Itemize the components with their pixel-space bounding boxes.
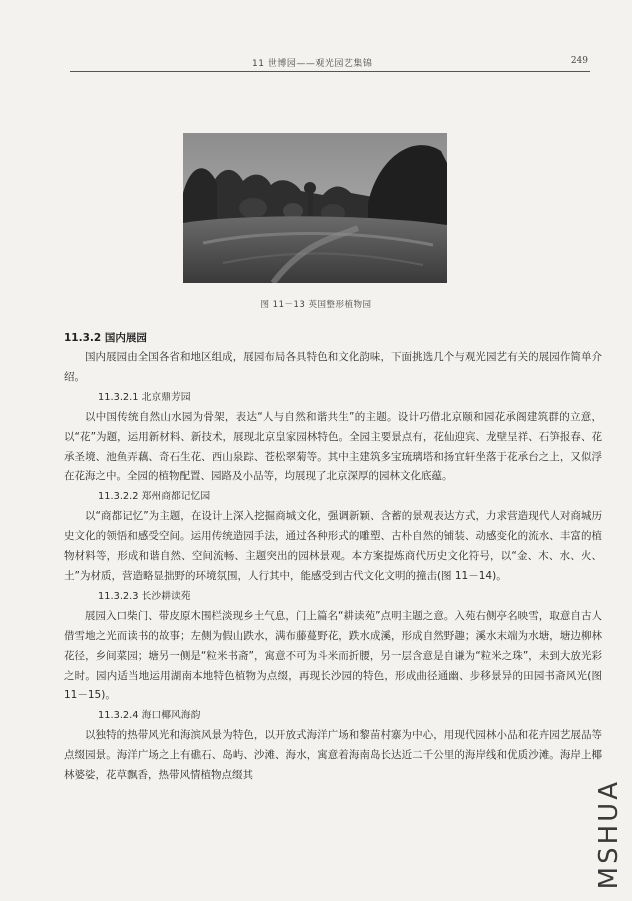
garden-photo-image — [183, 133, 447, 283]
section-heading: 11.3.2 国内展园 — [64, 332, 147, 344]
subsection-paragraph: 以独特的热带风光和海滨风景为特色，以开放式海洋广场和黎苗村寨为中心，用现代园林小品和花卉园艺展品等点缀园景。海洋广场之上有礁石、岛屿、沙滩、海水，寓意着海南岛长达近二千公里的海岸线和优质沙滩。海岸上椰林婆娑，花草飘香，热带风情植物点缀其 — [64, 729, 602, 782]
intro-paragraph: 国内展园由全国各省和地区组成，展园布局各具特色和文化韵味，下面挑选几个与观光园艺有关的展园作简单介绍。 — [64, 351, 602, 383]
figure-photo — [183, 133, 447, 283]
subsection-heading: 11.3.2.2 郑州商都记忆园 — [98, 491, 211, 503]
page-number: 249 — [570, 56, 588, 66]
subsection-heading: 11.3.2.1 北京鼎芳园 — [98, 391, 191, 403]
subsection-paragraph: 以“商都记忆”为主题，在设计上深入挖掘商城文化，强调新颖、含蓄的景观表达方式，力求营造现代人对商城历史文化的领悟和感受空间。运用传统造园手法，通过各种形式的雕塑、古朴自然的铺装、动感变化的流水、丰富的植物材料等，形成和谐自然、空间流畅、主题突出的园林景观。本方案提炼商代历史文化符号，以“金、木、水、火、土”为材质，营造略显拙野的环境氛围，人行其中，能感受到古代文化文明的撞击(图 11－14)。 — [64, 510, 602, 582]
chapter-title: 11 世博园——观光园艺集锦 — [252, 59, 373, 69]
section-body — [64, 348, 602, 786]
subsection-heading: 11.3.2.4 海口椰风海韵 — [98, 710, 201, 722]
subsection-paragraph: 以中国传统自然山水园为骨架，表达“人与自然和谐共生”的主题。设计巧借北京颐和园花承阁建筑群的立意，以“花”为题，运用新材料、新技术，展现北京皇家园林特色。全园主要景点有，花仙迎宾、龙壁呈祥、石笋报春、花承圣境、池鱼弄藕、奇石生花、西山泉踪、苍松翠菊等。其中主建筑多宝琉璃塔和扬宜轩坐落于花承台之上，又似浮在花海之中。全园的植物配置、园路及小品等，均展现了北京深厚的园林文化底蕴。 — [64, 410, 602, 483]
figure-caption: 图 11－13 英国整形植物园 — [260, 300, 372, 310]
watermark-logo: MSHUA — [594, 778, 624, 889]
subsection-paragraph: 展园入口柴门、带皮原木围栏淡现乡土气息，门上篇名“耕读苑”点明主题之意。入苑右侧亭名映雪，取意自古人借雪地之光而读书的故事；左侧为假山跌水，满布藤蔓野花，跌水成溪，形成自然野趣；溪水末端为水塘，塘边柳林花径，乡间菜园；塘另一侧是“粒米书斋”，寓意不可为斗米而折腰，另一层含意是自谦为“粒米之珠”，未到大放光彩之时。园内适当地运用湖南本地特色植物为点缀，再现长沙园的特色，形成曲径通幽、步移景异的田园书斋风光(图 11－15)。 — [64, 609, 602, 702]
running-header — [70, 53, 590, 72]
subsection-heading: 11.3.2.3 长沙耕读苑 — [98, 590, 191, 602]
